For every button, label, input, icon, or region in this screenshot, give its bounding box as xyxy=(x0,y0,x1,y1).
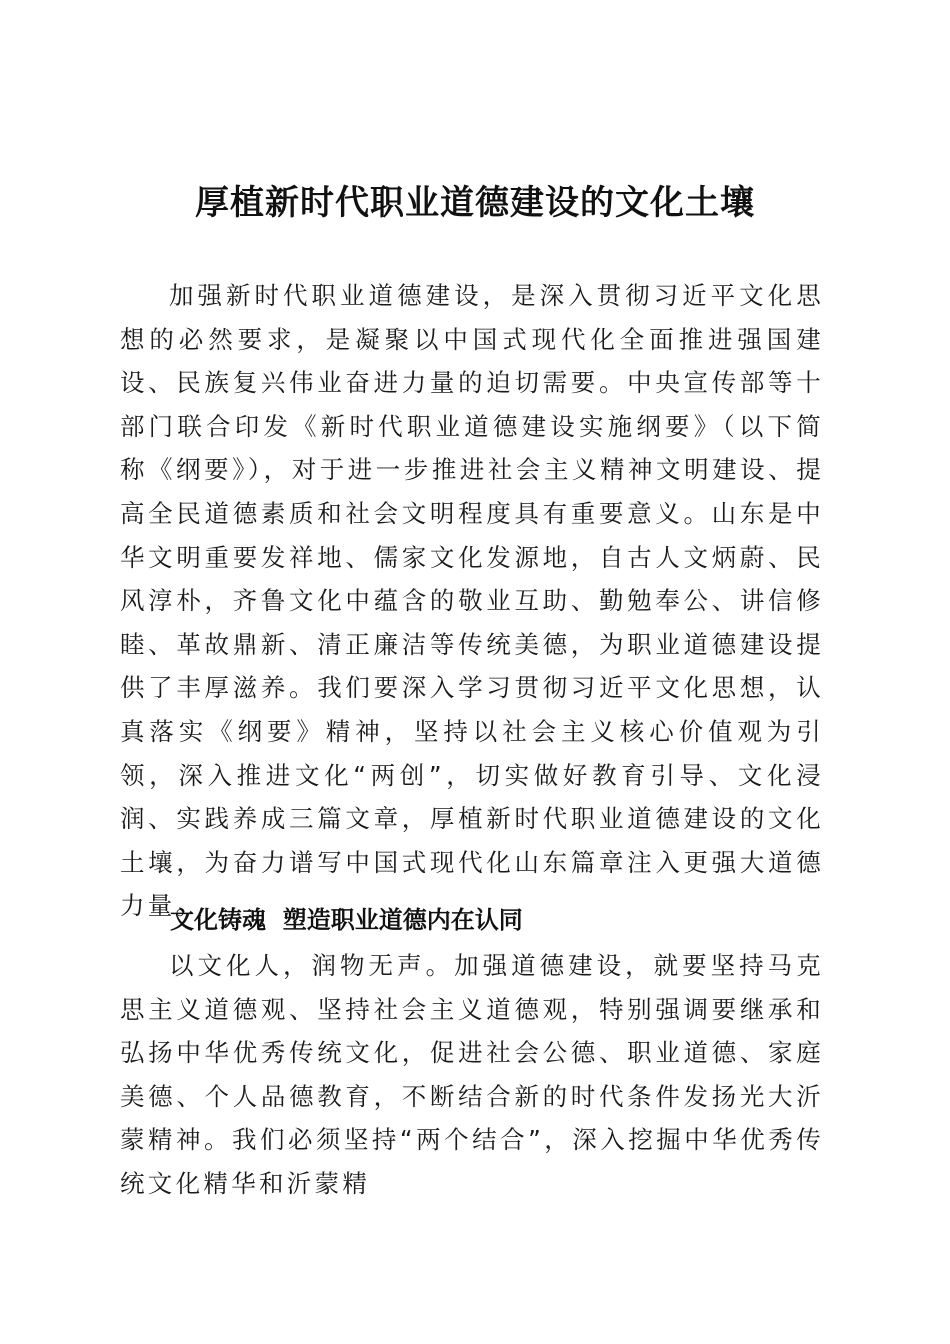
article-title: 厚植新时代职业道德建设的文化土壤 xyxy=(195,183,755,223)
paragraph-block-intro xyxy=(120,274,824,928)
paragraph-intro: 加强新时代职业道德建设，是深入贯彻习近平文化思想的必然要求，是凝聚以中国式现代化全面推进强国建设、民族复兴伟业奋进力量的迫切需要。中央宣传部等十部门联合印发《新时代职业道德建设实施纲要》（以下简称《纲要》），对于进一步推进社会主义精神文明建设、提高全民道德素质和社会文明程度具有重要意义。山东是中华文明重要发祥地、儒家文化发源地，自古人文炳蔚、民风淳朴，齐鲁文化中蕴含的敬业互助、勤勉奉公、讲信修睦、革故鼎新、清正廉洁等传统美德，为职业道德建设提供了丰厚滋养。我们要深入学习贯彻习近平文化思想，认真落实《纲要》精神，坚持以社会主义核心价值观为引领，深入推进文化“两创”，切实做好教育引导、文化浸润、实践养成三篇文章，厚植新时代职业道德建设的文化土壤，为奋力谱写中国式现代化山东篇章注入更强大道德力量。 xyxy=(120,281,824,921)
section-heading: 文化铸魂 塑造职业道德内在认同 xyxy=(170,906,523,934)
paragraph-block-section-1 xyxy=(120,944,824,1206)
paragraph-section-1: 以文化人，润物无声。加强道德建设，就要坚持马克思主义道德观、坚持社会主义道德观，特别强调要继承和弘扬中华优秀传统文化，促进社会公德、职业道德、家庭美德、个人品德教育，不断结合新的时代条件发扬光大沂蒙精神。我们必须坚持“两个结合”，深入挖掘中华优秀传统文化精华和沂蒙精 xyxy=(120,951,824,1198)
